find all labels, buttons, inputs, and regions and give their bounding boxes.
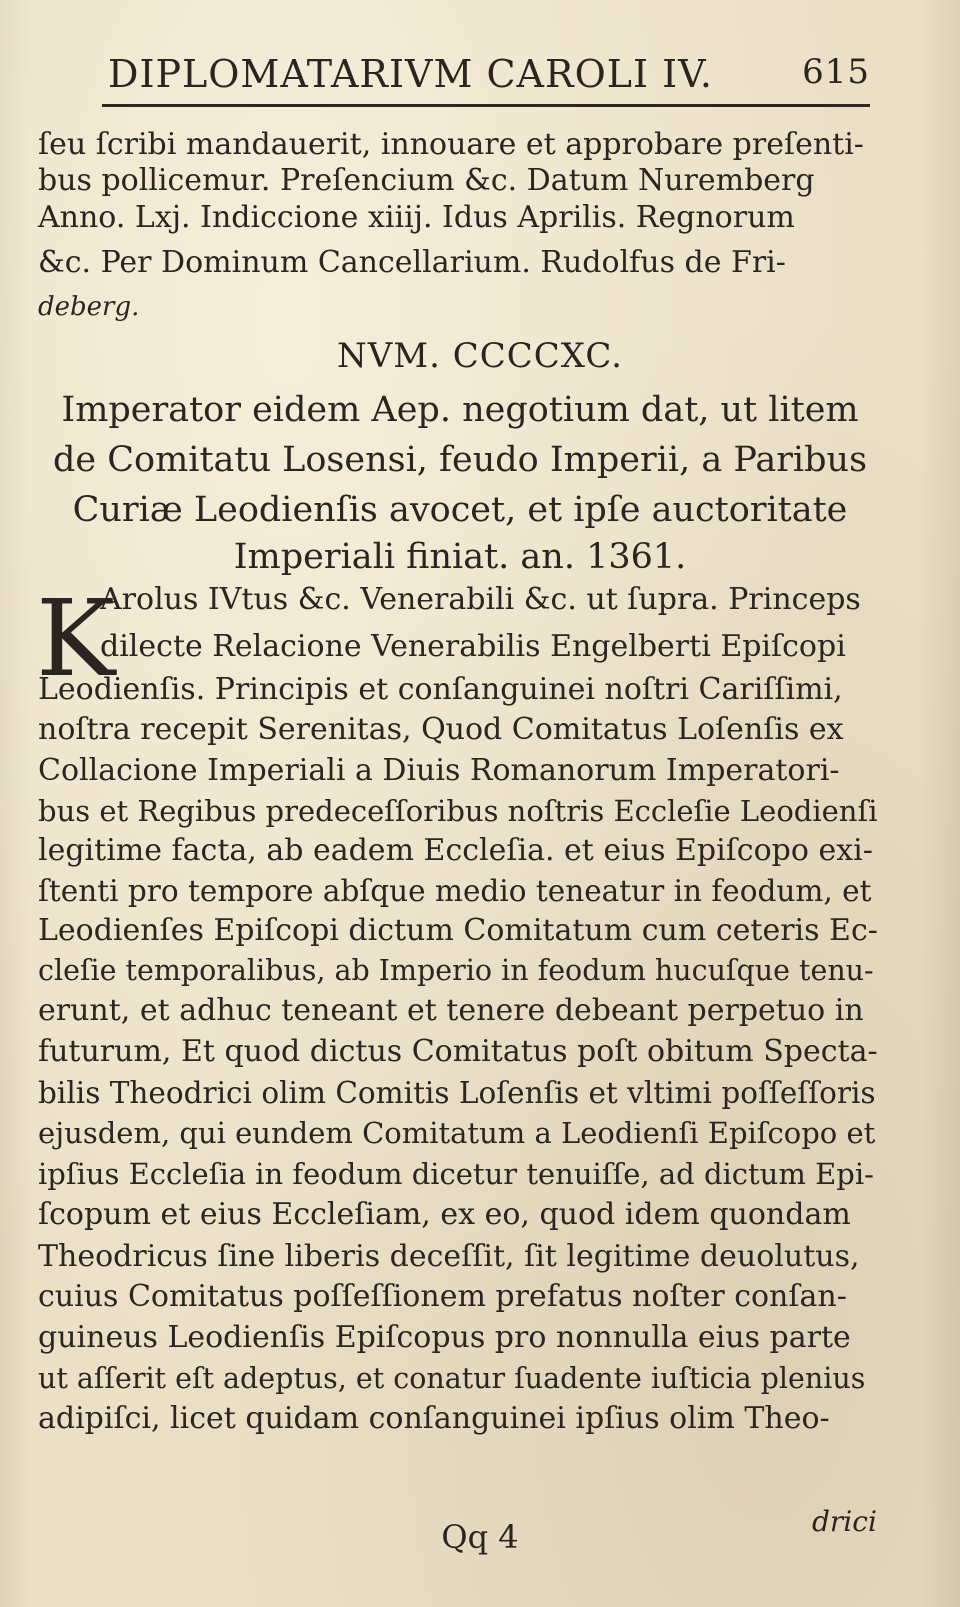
header-rule — [102, 104, 870, 107]
text-line: Anno. Lxj. Indiccione xiiij. Idus Aprilis. Regnorum — [38, 200, 795, 235]
rubric-line: de Comitatu Losensi, feudo Imperii, a Paribus — [52, 440, 868, 480]
body-line: ipſius Eccleſia in feodum dicetur tenuiſſe, ad dictum Epi- — [38, 1157, 874, 1191]
drop-cap: K — [36, 577, 116, 700]
catchword: drici — [812, 1505, 877, 1538]
body-line: Leodienſis. Principis et conſanguinei noſtri Cariſſimi, — [38, 672, 843, 707]
body-line: ſcopum et eius Eccleſiam, ex eo, quod idem quondam — [38, 1197, 851, 1232]
body-line: Arolus IVtus &c. Venerabili &c. ut ſupra. Princeps — [100, 582, 861, 617]
text-line: bus pollicemur. Preſencium &c. Datum Nuremberg — [38, 163, 815, 198]
text-line: deberg. — [38, 292, 140, 322]
body-line: cleſie temporalibus, ab Imperio in feodum hucuſque tenu- — [38, 954, 874, 987]
running-head — [100, 52, 870, 102]
body-line: bus et Regibus predeceſſoribus noſtris Eccleſie Leodienſi — [38, 794, 878, 828]
body-line: dilecte Relacione Venerabilis Engelberti Epiſcopi — [100, 629, 846, 664]
signature-mark: Qq 4 — [441, 1518, 519, 1556]
document-number-heading: NVM. CCCCXC. — [336, 336, 623, 376]
rubric-line: Imperator eidem Aep. negotium dat, ut litem — [61, 390, 859, 430]
body-line: erunt, et adhuc teneant et tenere debeant perpetuo in — [38, 993, 864, 1028]
body-line: guineus Leodienſis Epiſcopus pro nonnulla eius parte — [38, 1320, 851, 1355]
body-line: legitime facta, ab eadem Eccleſia. et eius Epiſcopo exi- — [38, 833, 873, 868]
body-line: adipiſci, licet quidam conſanguinei ipſius olim Theo- — [38, 1401, 830, 1436]
body-line: Leodienſes Epiſcopi dictum Comitatum cum ceteris Ec- — [38, 913, 878, 948]
rubric-line: Curiæ Leodienſis avocet, et ipſe auctoritate — [72, 490, 848, 530]
body-line: cuius Comitatus poſſeſſionem prefatus noſter conſan- — [38, 1279, 847, 1314]
body-line: Theodricus ſine liberis deceſſit, ſit legitime deuolutus, — [38, 1239, 860, 1274]
body-line: bilis Theodrici olim Comitis Loſenſis et vltimi poſſeſſoris — [38, 1076, 876, 1110]
body-line: ejusdem, qui eundem Comitatum a Leodienſi Epiſcopo et — [38, 1116, 876, 1150]
rubric-line: Imperiali finiat. an. 1361. — [233, 537, 687, 577]
body-line: noſtra recepit Serenitas, Quod Comitatus Loſenſis ex — [38, 712, 844, 747]
body-line: Collacione Imperiali a Diuis Romanorum Imperatori- — [38, 753, 840, 788]
running-title: DIPLOMATARIVM CAROLI IV. — [108, 52, 713, 96]
text-line: &c. Per Dominum Cancellarium. Rudolfus de Fri- — [38, 245, 786, 280]
body-line: futurum, Et quod dictus Comitatus poſt obitum Specta- — [38, 1034, 878, 1069]
page-number: 615 — [802, 52, 870, 92]
body-line: ſtenti pro tempore abſque medio teneatur in feodum, et — [38, 874, 872, 908]
body-line: ut aſſerit eſt adeptus, et conatur ſuadente iuſticia plenius — [38, 1362, 866, 1395]
text-line: ſeu ſcribi mandauerit, innouare et approbare preſenti- — [38, 127, 864, 162]
